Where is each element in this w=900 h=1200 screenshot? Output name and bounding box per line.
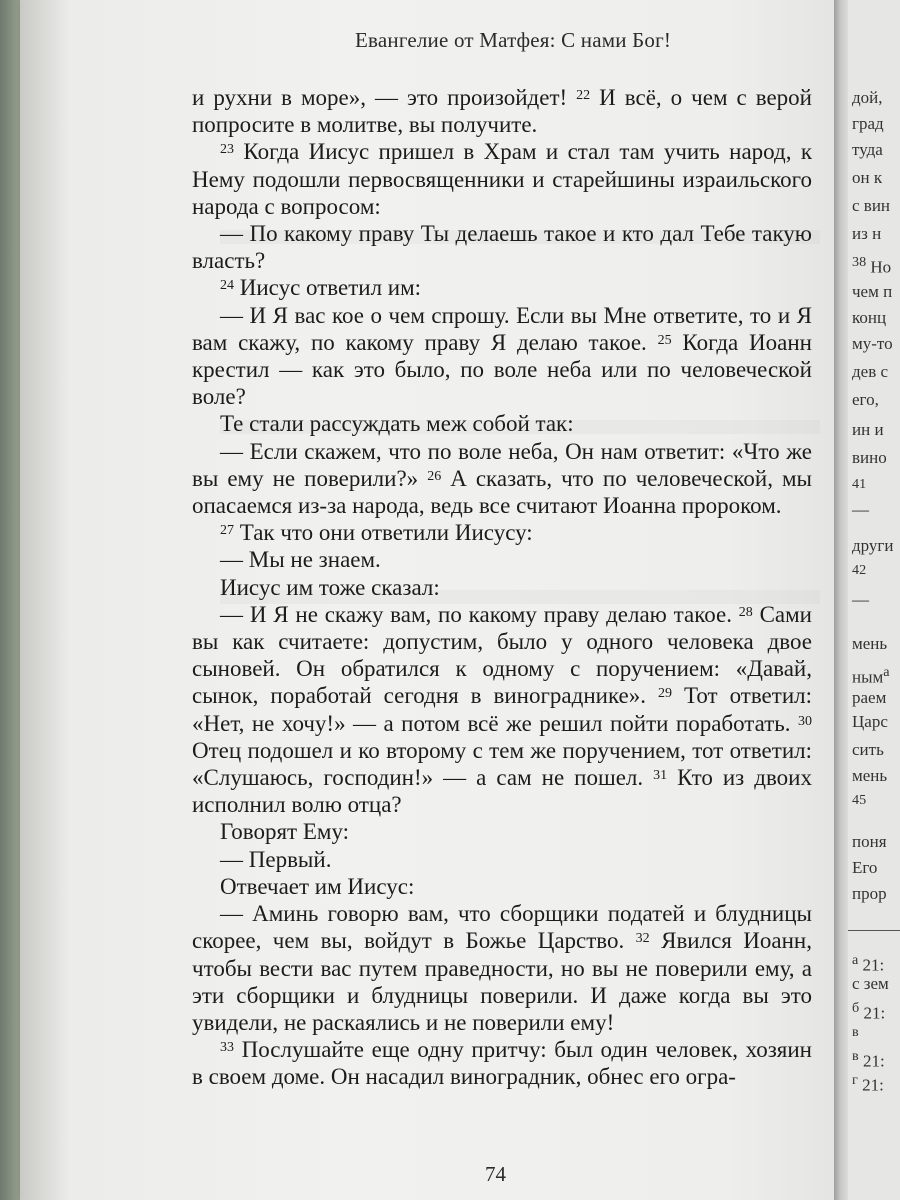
paragraph: $^{23}$ Когда Иисус пришел в Храм и стал там учить народ, к Нему подошли первосвященники и старейшины израильского народа с вопросом: xyxy=(192,139,812,219)
paragraph: — И Я вас кое о чем спрошу. Если вы Мне ответите, то и Я вам скажу, по какому праву Я делаю такое. $^{25}$ Когда Иоанн крестил — как это было, по воле неба или по человеческой воле? xyxy=(192,302,812,410)
paragraph: — И Я не скажу вам, по какому праву делаю такое. $^{28}$ Сами вы как считаете: допустим, было у одного человека двое сыновей. Он обратился к одному с поручением: «Давай, сынок, поработай сегодня в винограднике». $^{29}$ Тот ответил: «Нет, не хочу!» — а потом всё же решил пойти поработать. $^{30}$ Отец подошел и ко второму с тем же поручением, тот ответил: «Слушаюсь, господин!» — а сам не пошел. $^{31}$ Кто из двоих исполнил волю отца? xyxy=(192,601,812,818)
next-page-fragment: вино xyxy=(852,448,887,467)
paragraph: — По какому праву Ты делаешь такое и кто дал Тебе такую власть? xyxy=(192,221,812,274)
next-page-fragment: дой, xyxy=(852,88,883,107)
next-page-fragment: чем п xyxy=(852,282,893,301)
next-page-fragment: с вин xyxy=(852,196,891,215)
paragraph: $^{27}$ Так что они ответили Иисусу: xyxy=(220,520,533,546)
next-page-fragment: други xyxy=(852,536,894,555)
next-page-fragment: Царс xyxy=(852,712,888,731)
paragraph: $^{33}$ Послушайте еще одну притчу: был один человек, хозяин в своем доме. Он насадил виноградник, обнес его огра- xyxy=(192,1037,812,1090)
next-page-fragment: мень xyxy=(852,634,888,653)
next-page-fragment: Его xyxy=(852,858,878,877)
next-page-fragment: $^a$ 21: xyxy=(852,952,885,975)
next-page-fragment: дев с xyxy=(852,362,889,381)
next-page-fragment: из н xyxy=(852,224,882,243)
next-page-fragment: 42 xyxy=(852,562,867,578)
next-page-fragment: прор xyxy=(852,884,887,903)
paragraph: — Если скажем, что по воле неба, Он нам ответит: «Что же вы ему не поверили?» $^{26}$ А сказать, что по человеческой, мы опасаемся из-за народа, ведь все считают Иоанна пророком. xyxy=(192,438,812,519)
next-page-fragment: ным$^a$ xyxy=(852,664,890,687)
paragraph: — Первый. xyxy=(220,846,332,872)
next-page-fragment: мень xyxy=(852,766,888,785)
next-page-fragment: му-то xyxy=(852,334,893,353)
book-gutter xyxy=(834,0,848,1200)
footnote-rule xyxy=(848,930,900,931)
next-page-fragment: $^{38}$ Но xyxy=(852,254,892,277)
paragraph: Те стали рассуждать меж собой так: xyxy=(220,411,574,437)
next-page-fragment: 45 xyxy=(852,792,867,808)
next-page-fragment: его, xyxy=(852,390,879,409)
next-page-fragment: раем xyxy=(852,688,887,707)
next-page-fragment: в xyxy=(852,1024,859,1040)
next-page-fragment: — xyxy=(852,500,869,519)
next-page-fragment: $^б$ 21: xyxy=(852,1000,886,1023)
next-page-fragment: град xyxy=(852,114,884,133)
next-page-fragment: туда xyxy=(852,140,883,159)
body-text xyxy=(192,84,812,1091)
next-page-fragment: поня xyxy=(852,832,887,851)
paragraph: и рухни в море», — это произойдет! $^{22}$ И всё, о чем с верой попросите в молитве, вы получите. xyxy=(192,85,812,138)
next-page-fragment: — xyxy=(852,590,869,609)
next-page-fragment: $^в$ 21: xyxy=(852,1048,885,1071)
next-page-fragment: конц xyxy=(852,308,887,327)
paragraph: $^{24}$ Иисус ответил им: xyxy=(220,275,422,301)
page-number: 74 xyxy=(485,1162,506,1186)
next-page-fragment: с зем xyxy=(852,974,889,993)
next-page-edge xyxy=(848,0,900,1200)
paragraph: — Мы не знаем. xyxy=(220,547,381,573)
paragraph: Иисус им тоже сказал: xyxy=(220,574,440,600)
running-header: Евангелие от Матфея: С нами Бог! xyxy=(355,28,672,52)
paragraph: — Аминь говорю вам, что сборщики податей и блудницы скорее, чем вы, войдут в Божье Царство. $^{32}$ Явился Иоанн, чтобы вести вас путем праведности, но вы не поверили ему, а эти сборщики и блудницы поверили. И даже когда вы это увидели, не раскаялись и не поверили ему! xyxy=(192,901,812,1035)
next-page-fragment: 41 xyxy=(852,476,867,492)
next-page-fragment: он к xyxy=(852,168,883,187)
paragraph: Говорят Ему: xyxy=(220,819,350,845)
next-page-fragment: ин и xyxy=(852,420,884,439)
paragraph: Отвечает им Иисус: xyxy=(220,873,415,899)
next-page-fragment: $^г$ 21: xyxy=(852,1072,884,1095)
next-page-fragment: сить xyxy=(852,740,884,759)
